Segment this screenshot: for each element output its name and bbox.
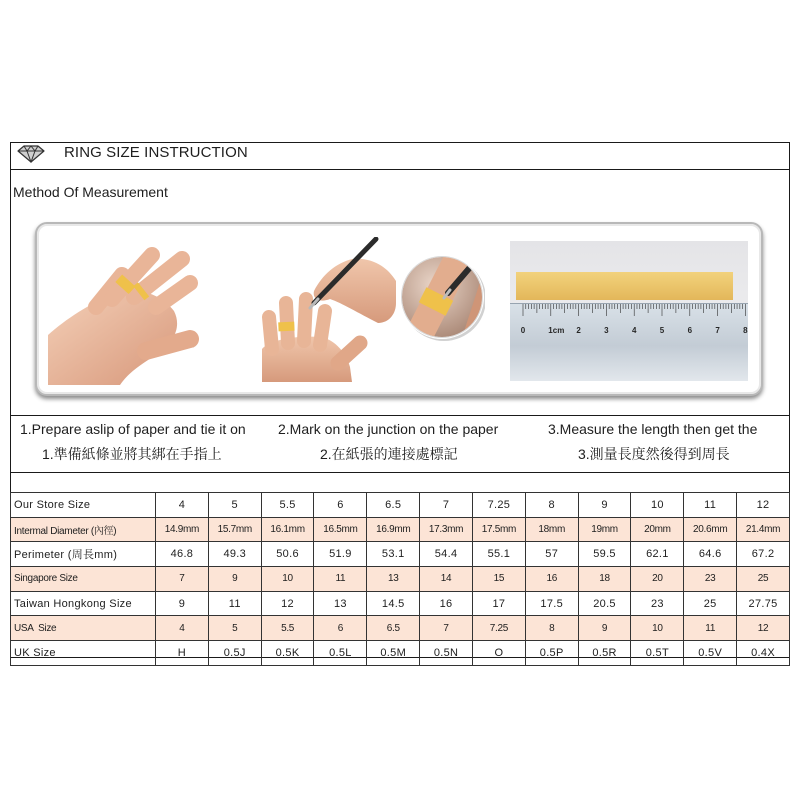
table-cell: 7 (420, 493, 473, 518)
step-3-caption-en: 3.Measure the length then get the (548, 421, 758, 437)
table-cell: 9 (578, 493, 631, 518)
row-label: Singapore Size (11, 567, 156, 592)
steps-bottom-divider (10, 472, 790, 473)
table-cell: 6.5 (367, 493, 420, 518)
table-cell: 7.25 (472, 493, 525, 518)
table-cell: 5.5 (261, 616, 314, 641)
table-cell: 64.6 (684, 542, 737, 567)
ruler-label: 6 (687, 326, 693, 335)
table-cell: 0.4X (737, 641, 790, 666)
table-cell: 5 (208, 616, 261, 641)
row-label: USA Size (11, 616, 156, 641)
step-2-caption-zh: 2.在紙張的連接處標記 (320, 446, 458, 462)
table-cell: 67.2 (737, 542, 790, 567)
table-cell: 0.5N (420, 641, 473, 666)
table-cell: 25 (737, 567, 790, 592)
table-cell: 13 (314, 591, 367, 616)
table-cell: 0.5T (631, 641, 684, 666)
photo-mark-junction (262, 237, 485, 382)
ruler (510, 303, 748, 381)
table-row (11, 517, 790, 542)
table-cell: 21.4mm (737, 517, 790, 542)
table-cell: 6 (314, 493, 367, 518)
table-cell: 13 (367, 567, 420, 592)
table-cell: 57 (525, 542, 578, 567)
table-row (11, 641, 790, 666)
ruler-label: 5 (659, 326, 665, 335)
step-1-caption-en: 1.Prepare aslip of paper and tie it on (20, 421, 246, 437)
table-cell: 16.1mm (261, 517, 314, 542)
table-cell: 11 (684, 493, 737, 518)
ruler-label: 4 (631, 326, 637, 335)
hand (48, 255, 190, 385)
row-label: UK Size (11, 641, 156, 666)
ruler-label: 1cm (548, 326, 565, 335)
table-cell: 9 (208, 567, 261, 592)
table-row (11, 616, 790, 641)
table-cell: 12 (737, 493, 790, 518)
row-label: Taiwan Hongkong Size (11, 591, 156, 616)
table-cell: 23 (684, 567, 737, 592)
table-cell: 53.1 (367, 542, 420, 567)
size-table-body (11, 493, 790, 666)
table-cell: 6.5 (367, 616, 420, 641)
table-cell: 51.9 (314, 542, 367, 567)
header-divider (10, 169, 790, 170)
table-cell: 8 (525, 616, 578, 641)
table-cell: 0.5J (208, 641, 261, 666)
table-row (11, 542, 790, 567)
photo-tie-paper (48, 235, 200, 385)
table-cell: 14.9mm (156, 517, 209, 542)
table-cell: 14 (420, 567, 473, 592)
table-cell: 59.5 (578, 542, 631, 567)
table-cell: 20.5 (578, 591, 631, 616)
table-cell: 16 (420, 591, 473, 616)
table-cell: 8 (525, 493, 578, 518)
table-cell: 9 (156, 591, 209, 616)
table-cell: 27.75 (737, 591, 790, 616)
table-cell: 4 (156, 493, 209, 518)
table-cell: 11 (684, 616, 737, 641)
table-row (11, 493, 790, 518)
table-cell: 20.6mm (684, 517, 737, 542)
table-cell: 18mm (525, 517, 578, 542)
table-cell: 17 (472, 591, 525, 616)
table-cell: 0.5P (525, 641, 578, 666)
table-cell: 0.5R (578, 641, 631, 666)
photo-panel (35, 222, 763, 396)
table-cell: 11 (208, 591, 261, 616)
ruler-label: 3 (604, 326, 609, 335)
table-cell: O (472, 641, 525, 666)
closeup-inset (400, 251, 485, 349)
table-cell: 25 (684, 591, 737, 616)
photo-measure-ruler (510, 241, 748, 381)
table-cell: 62.1 (631, 542, 684, 567)
diamond-icon (17, 145, 45, 163)
table-cell: 14.5 (367, 591, 420, 616)
table-cell: 0.5L (314, 641, 367, 666)
step-1-caption-zh: 1.準備紙條並將其綁在手指上 (42, 446, 222, 462)
table-cell: 7 (156, 567, 209, 592)
table-cell: H (156, 641, 209, 666)
table-cell: 49.3 (208, 542, 261, 567)
step-2-caption-en: 2.Mark on the junction on the paper (278, 421, 499, 437)
step-3-caption-zh: 3.測量長度然後得到周長 (578, 446, 730, 462)
table-cell: 9 (578, 616, 631, 641)
section-title: Method Of Measurement (13, 184, 168, 200)
table-cell: 7 (420, 616, 473, 641)
paper-strip (516, 272, 733, 300)
ruler-label: 0 (520, 326, 526, 335)
table-cell: 17.5mm (472, 517, 525, 542)
hand (262, 299, 360, 382)
table-cell: 16.5mm (314, 517, 367, 542)
table-cell: 15.7mm (208, 517, 261, 542)
table-cell: 0.5K (261, 641, 314, 666)
table-cell: 17.3mm (420, 517, 473, 542)
table-cell: 19mm (578, 517, 631, 542)
page-title: RING SIZE INSTRUCTION (64, 144, 248, 161)
table-cell: 16.9mm (367, 517, 420, 542)
table-cell: 7.25 (472, 616, 525, 641)
table-cell: 54.4 (420, 542, 473, 567)
ruler-label: 7 (715, 326, 720, 335)
table-cell: 23 (631, 591, 684, 616)
table-cell: 6 (314, 616, 367, 641)
table-cell: 0.5M (367, 641, 420, 666)
table-cell: 5.5 (261, 493, 314, 518)
row-label: Our Store Size (11, 493, 156, 518)
table-cell: 11 (314, 567, 367, 592)
table-cell: 10 (261, 567, 314, 592)
table-cell: 46.8 (156, 542, 209, 567)
table-cell: 5 (208, 493, 261, 518)
table-row (11, 567, 790, 592)
table-cell: 20mm (631, 517, 684, 542)
table-cell: 50.6 (261, 542, 314, 567)
ruler-label: 2 (576, 326, 581, 335)
table-cell: 15 (472, 567, 525, 592)
table-cell: 10 (631, 493, 684, 518)
table-cell: 12 (737, 616, 790, 641)
table-cell: 0.5V (684, 641, 737, 666)
steps-top-divider (10, 415, 790, 416)
ruler-label: 8 (743, 326, 748, 335)
table-cell: 4 (156, 616, 209, 641)
table-cell: 16 (525, 567, 578, 592)
table-cell: 18 (578, 567, 631, 592)
row-label: Intermal Diameter (內徑) (11, 517, 156, 542)
row-label: Perimeter (周長mm) (11, 542, 156, 567)
table-cell: 10 (631, 616, 684, 641)
table-cell: 55.1 (472, 542, 525, 567)
table-cell: 17.5 (525, 591, 578, 616)
table-row (11, 591, 790, 616)
size-table (10, 492, 790, 666)
table-cell: 12 (261, 591, 314, 616)
table-cell: 20 (631, 567, 684, 592)
